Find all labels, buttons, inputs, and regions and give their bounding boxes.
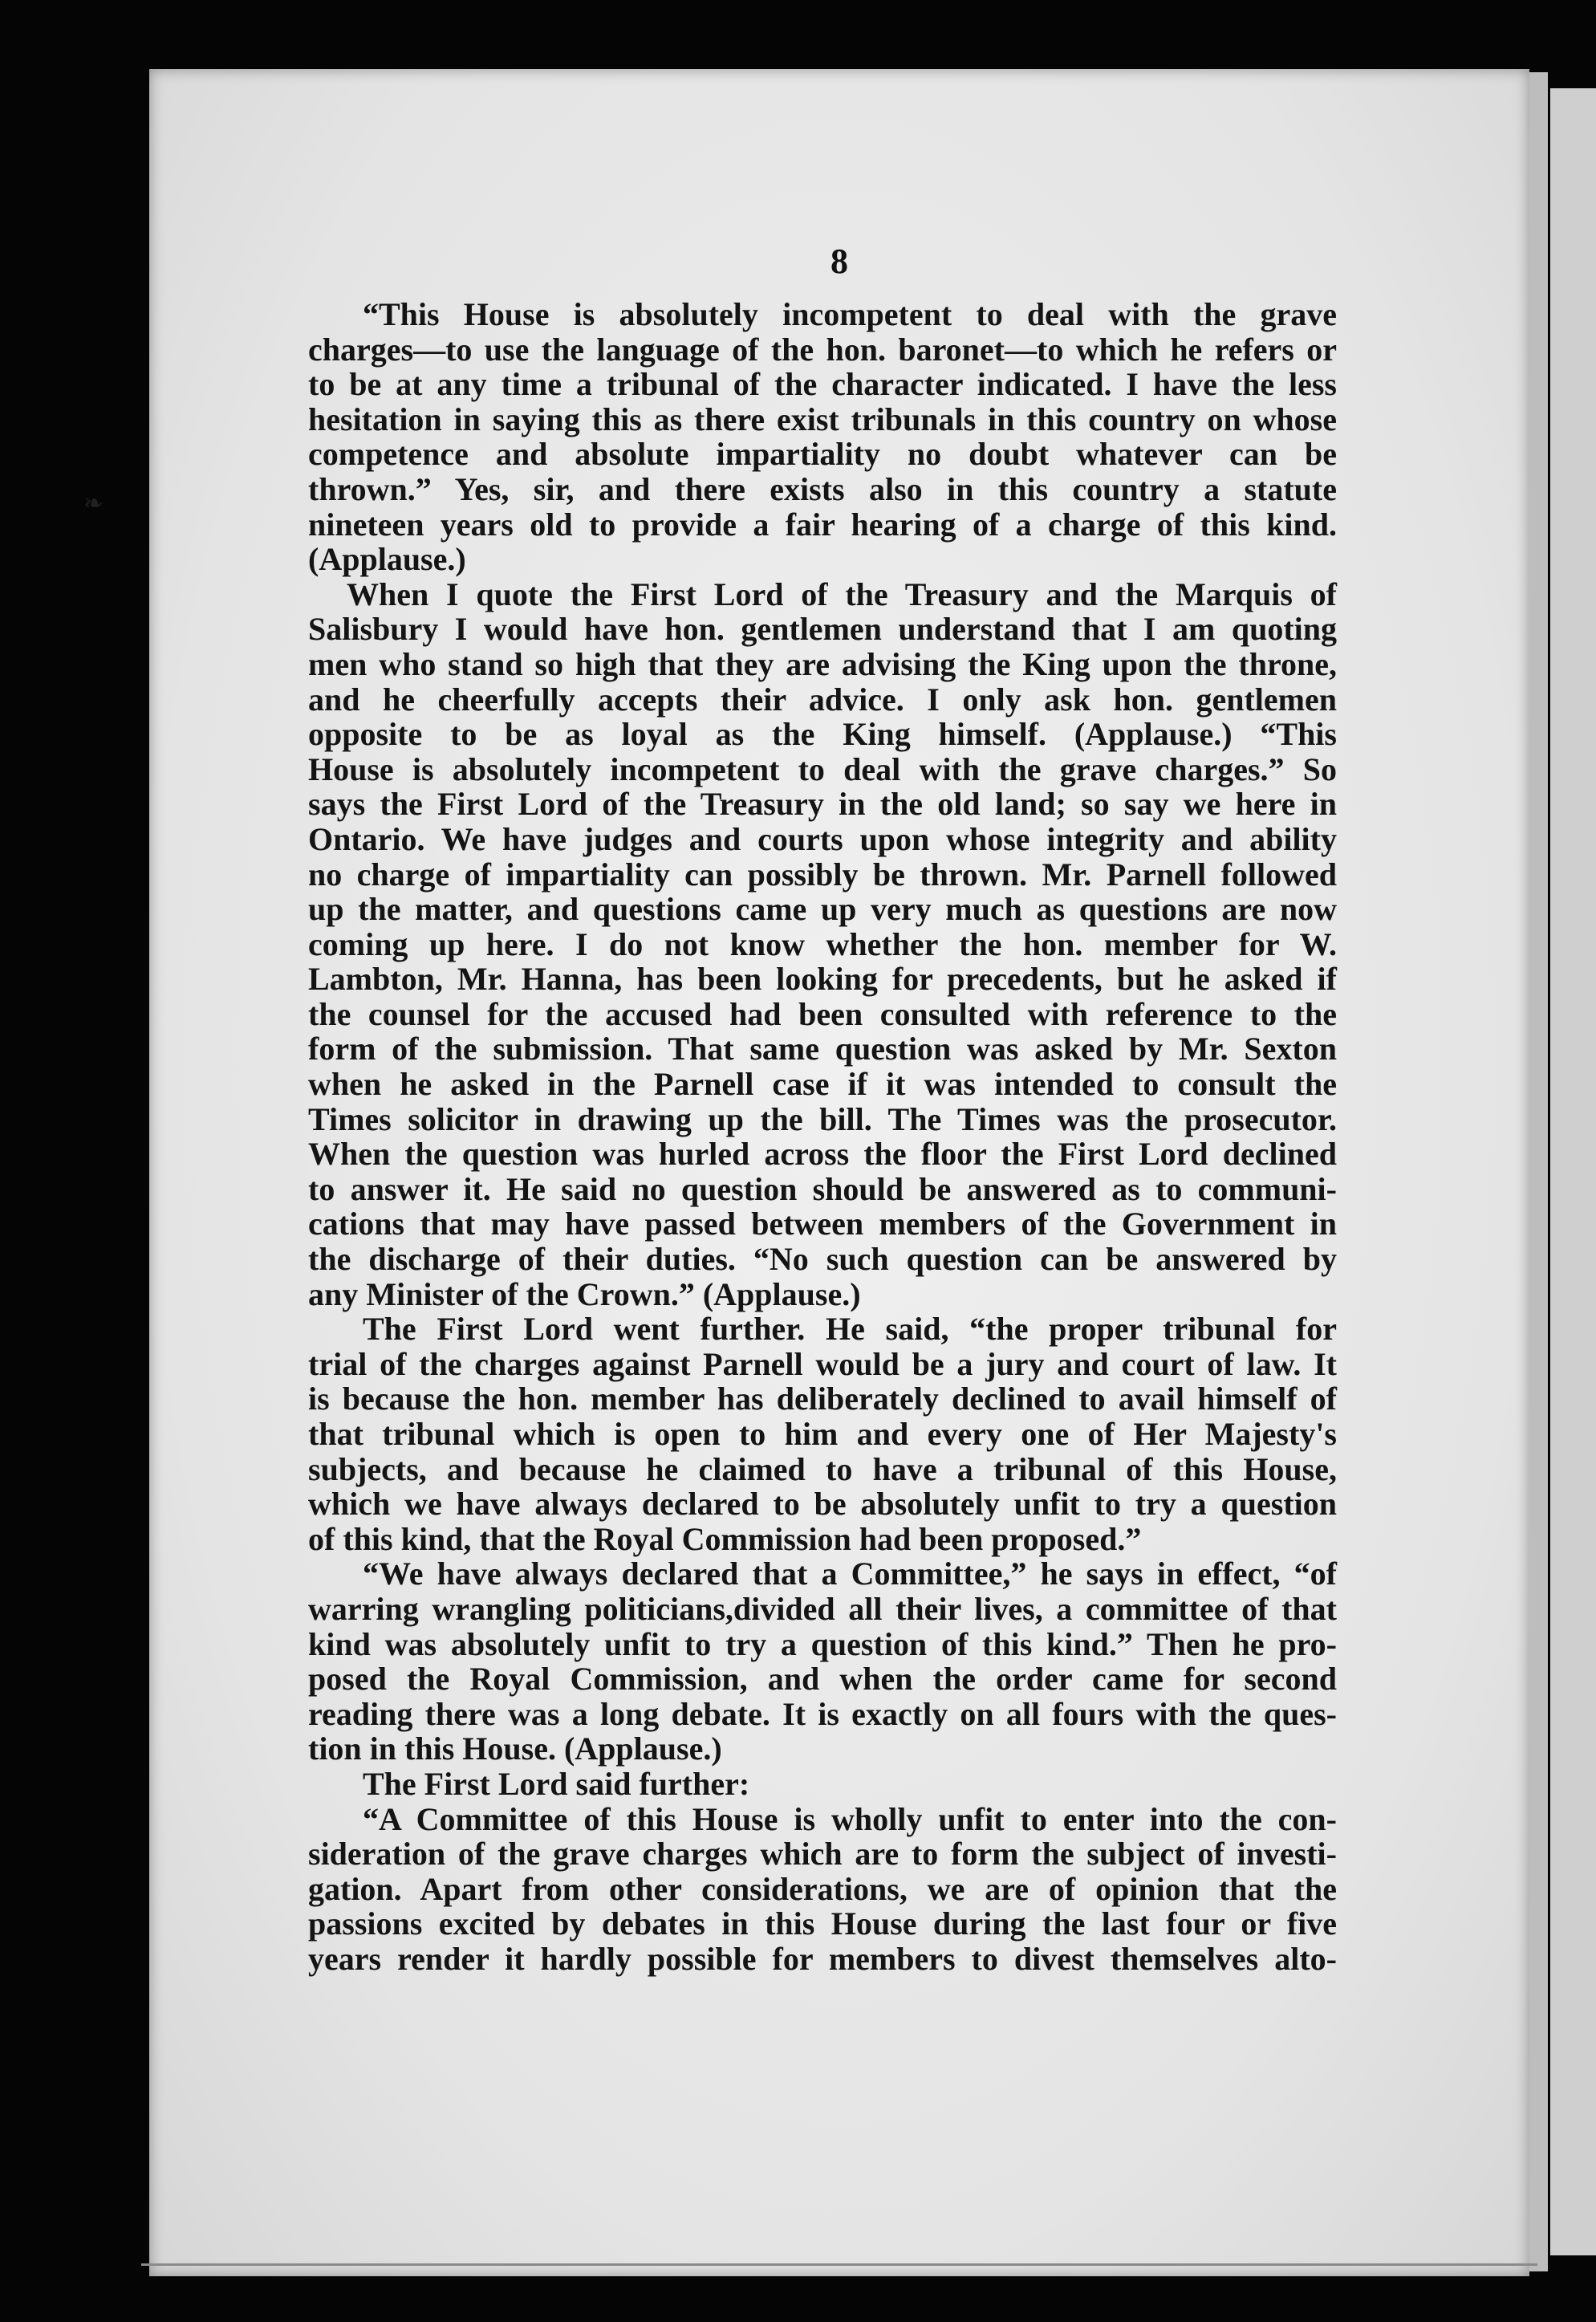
adjacent-page-strip (1550, 88, 1596, 2255)
text-line: up the matter, and questions came up very much as questions are now (308, 891, 1337, 928)
text-line: any Minister of the Crown.” (Applause.) (308, 1275, 861, 1312)
text-line: kind was absolutely unfit to try a question of this kind.” Then he pro- (308, 1625, 1337, 1662)
text-line: men who stand so high that they are advising the King upon the throne, (308, 645, 1337, 682)
text-line: warring wrangling politicians,divided all their lives, a committee of that (308, 1590, 1337, 1627)
text-line: competence and absolute impartiality no doubt whatever can be (308, 436, 1337, 473)
text-line: is because the hon. member has deliberately declined to avail himself of (308, 1381, 1337, 1417)
text-line: subjects, and because he claimed to have a tribunal of this House, (308, 1450, 1337, 1487)
text-line: thrown.” Yes, sir, and there exists also in this country a statute (308, 470, 1337, 507)
text-line: reading there was a long debate. It is exactly on all fours with the ques- (308, 1695, 1337, 1732)
text-line: (Applause.) (308, 541, 466, 578)
text-line: to answer it. He said no question should be answered as to communi- (308, 1170, 1337, 1207)
text-line: gation. Apart from other considerations, we are of opinion that the (308, 1870, 1337, 1907)
text-line: posed the Royal Commission, and when the order came for second (308, 1661, 1337, 1698)
text-line: the counsel for the accused had been consulted with reference to the (308, 995, 1337, 1032)
text-line: Times solicitor in drawing up the bill. The Times was the prosecutor. (308, 1100, 1337, 1137)
text-line: years render it hardly possible for members to divest themselves alto- (308, 1940, 1337, 1977)
page-bottom-edge (141, 2263, 1537, 2266)
text-line: to be at any time a tribunal of the character indicated. I have the less (308, 366, 1337, 403)
text-line: and he cheerfully accepts their advice. I only ask hon. gentlemen (308, 681, 1337, 718)
text-line: When the question was hurled across the floor the First Lord declined (308, 1136, 1337, 1173)
text-line: House is absolutely incompetent to deal with the grave charges.” So (308, 750, 1337, 787)
text-line: “This House is absolutely incompetent to deal with the grave (363, 296, 1337, 332)
text-line: charges—to use the language of the hon. baronet—to which he refers or (308, 331, 1337, 368)
text-line: trial of the charges against Parnell would be a jury and court of law. It (308, 1345, 1337, 1382)
text-line: the discharge of their duties. “No such question can be answered by (308, 1241, 1337, 1278)
text-line: which we have always declared to be absolutely unfit to try a question (308, 1486, 1337, 1523)
text-line: of this kind, that the Royal Commission had been proposed.” (308, 1520, 1142, 1557)
text-line: “We have always declared that a Committee,” he says in effect, “of (363, 1555, 1337, 1592)
text-line: The First Lord went further. He said, “the proper tribunal for (363, 1311, 1337, 1348)
body-text (308, 297, 1337, 1977)
text-line: says the First Lord of the Treasury in the old land; so say we here in (308, 786, 1337, 823)
text-line: form of the submission. That same question was asked by Mr. Sexton (308, 1031, 1337, 1067)
text-line: sideration of the grave charges which are to form the subject of investi- (308, 1836, 1337, 1873)
text-line: coming up here. I do not know whether the hon. member for W. (308, 925, 1337, 962)
text-line: when he asked in the Parnell case if it was intended to consult the (308, 1066, 1337, 1103)
text-line: that tribunal which is open to him and every one of Her Majesty's (308, 1416, 1337, 1452)
text-line: cations that may have passed between members of the Government in (308, 1206, 1337, 1242)
page-number: 8 (830, 242, 848, 281)
text-line: Lambton, Mr. Hanna, has been looking for precedents, but he asked if (308, 961, 1337, 998)
text-line: Ontario. We have judges and courts upon whose integrity and ability (308, 820, 1337, 857)
text-line: “A Committee of this House is wholly unfit to enter into the con- (363, 1800, 1337, 1837)
text-line: tion in this House. (Applause.) (308, 1730, 722, 1767)
text-line: hesitation in saying this as there exist tribunals in this country on whose (308, 401, 1337, 437)
text-line: When I quote the First Lord of the Treasury and the Marquis of (347, 575, 1337, 612)
text-line: The First Lord said further: (363, 1765, 750, 1802)
text-line: passions excited by debates in this House during the last four or five (308, 1905, 1337, 1942)
scan-speck-mark: ❧ (83, 490, 104, 518)
text-line: opposite to be as loyal as the King himself. (Applause.) “This (308, 716, 1337, 753)
text-line: nineteen years old to provide a fair hearing of a charge of this kind. (308, 506, 1337, 543)
text-line: Salisbury I would have hon. gentlemen understand that I am quoting (308, 611, 1337, 648)
text-line: no charge of impartiality can possibly be thrown. Mr. Parnell followed (308, 856, 1337, 893)
